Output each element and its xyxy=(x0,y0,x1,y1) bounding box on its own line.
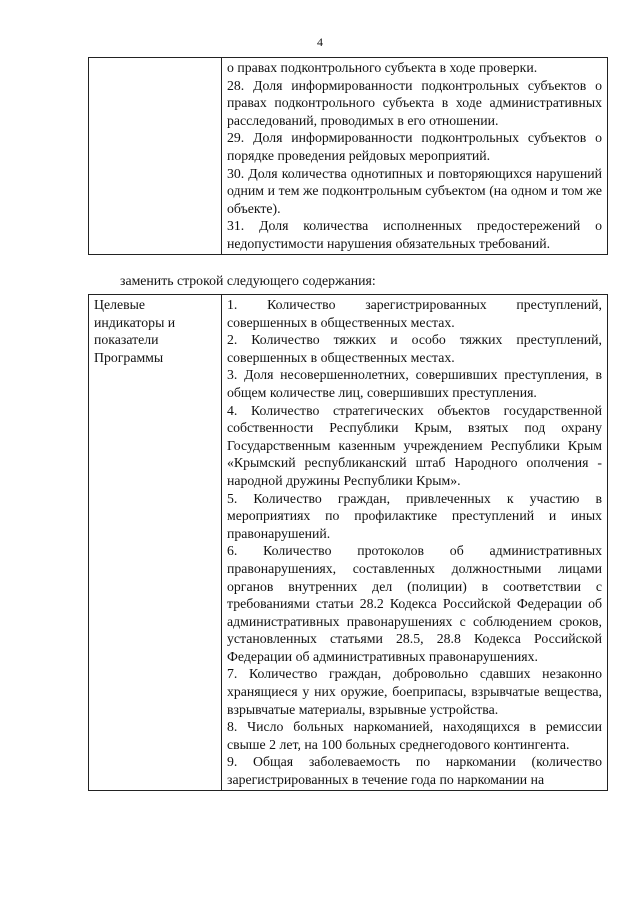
previous-text-table xyxy=(88,57,608,255)
list-item: 4. Количество стратегических объектов государственной собственности Республики Крым, взятых под охрану Государственным казенным учреждением Республики Крым «Крымский республиканский штаб Народного ополчения - народной дружины Республики Крым». xyxy=(227,402,602,488)
list-item: 29. Доля информированности подконтрольных субъектов о порядке проведения рейдовых мероприятий. xyxy=(227,130,602,163)
list-item: 1. Количество зарегистрированных преступлений, совершенных в общественных местах. xyxy=(227,297,602,330)
list-item: 28. Доля информированности подконтрольных субъектов о правах подконтрольного субъекта в ходе административных расследований, проводимых в его отношении. xyxy=(227,77,602,128)
table-row xyxy=(89,295,608,791)
content-cell xyxy=(222,58,608,255)
list-item: 3. Доля несовершеннолетних, совершивших преступления, в общем количестве лиц, совершивших преступления. xyxy=(227,367,602,400)
list-item: о правах подконтрольного субъекта в ходе проверки. xyxy=(227,60,538,75)
replacement-instruction: заменить строкой следующего содержания: xyxy=(120,273,376,288)
list-item: 30. Доля количества однотипных и повторяющихся нарушений одним и тем же подконтрольным субъектом (на одном и том же объекте). xyxy=(227,165,602,216)
list-item: 7. Количество граждан, добровольно сдавших незаконно хранящиеся у них оружие, боеприпасы, взрывчатые вещества, взрывчатые материалы, взрывные устройства. xyxy=(227,666,602,717)
list-item: 6. Количество протоколов об административных правонарушениях, составленных должностными лицами органов внутренних дел (полиции) в соответствии с требованиями статьи 28.2 Кодекса Российской Федерации об административных правонарушениях с соблюдением сроков, установленных статьями 28.5, 28.8 Кодекса Российской Федерации об административных правонарушениях. xyxy=(227,543,602,664)
target-indicators-table xyxy=(88,294,608,791)
page-number: 4 xyxy=(317,35,323,49)
list-item: 8. Число больных наркоманией, находящихся в ремиссии свыше 2 лет, на 100 больных среднегодового контингента. xyxy=(227,719,602,752)
table-row xyxy=(89,58,608,255)
list-item: 2. Количество тяжких и особо тяжких преступлений, совершенных в общественных местах. xyxy=(227,332,602,365)
list-item: 9. Общая заболеваемость по наркомании (количество зарегистрированных в течение года по наркомании на xyxy=(227,754,602,788)
content-cell xyxy=(222,295,608,791)
row-label: Целевые индикаторы и показатели Программы xyxy=(89,295,222,791)
list-item: 5. Количество граждан, привлеченных к участию в мероприятиях по профилактике преступлений и иных правонарушений. xyxy=(227,490,602,541)
list-item: 31. Доля количества исполненных предостережений о недопустимости нарушения обязательных требований. xyxy=(227,218,602,251)
empty-label-cell xyxy=(89,58,222,255)
